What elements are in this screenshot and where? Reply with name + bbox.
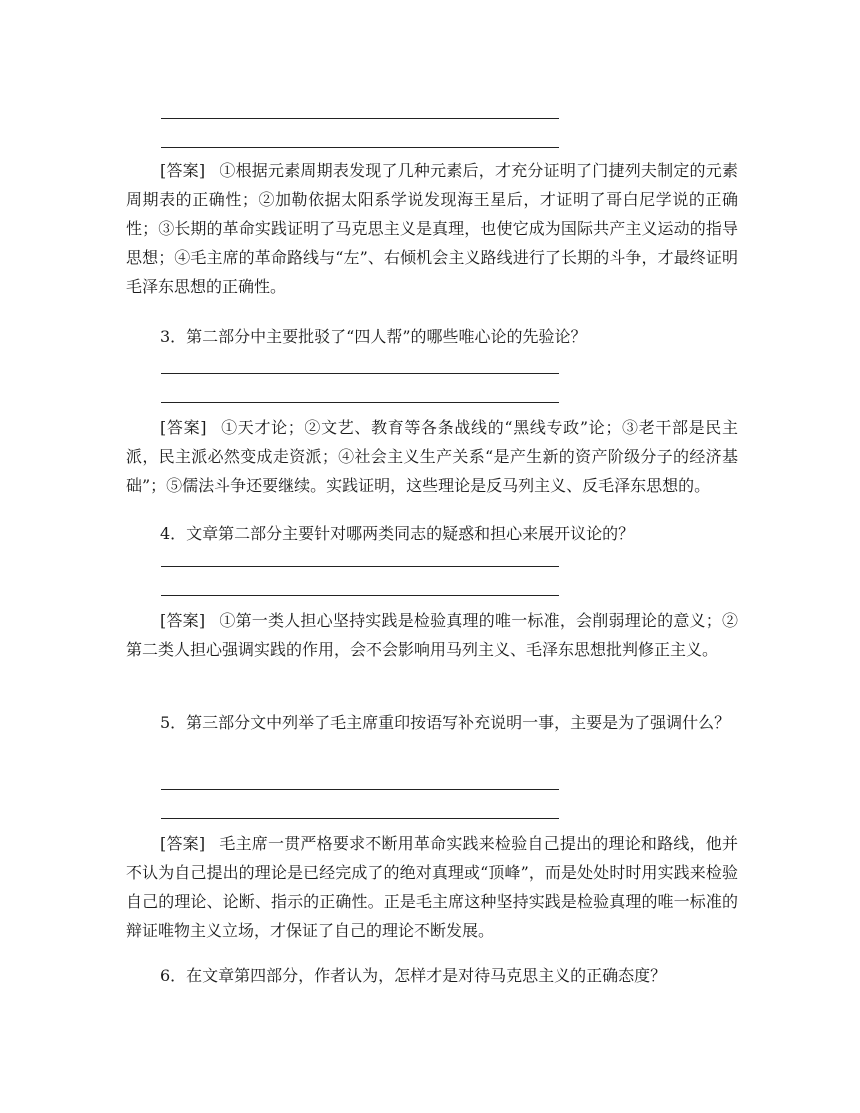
answer-paragraph	[126, 156, 738, 301]
answer-tag: [答案]	[160, 611, 206, 630]
question-text: 5．第三部分文中列举了毛主席重印按语写补充说明一事，主要是为了强调什么？	[160, 713, 731, 732]
answer-blank-line	[161, 402, 559, 403]
question-3	[126, 322, 738, 351]
answer-tag: [答案]	[160, 834, 206, 853]
answer-paragraph	[126, 829, 738, 945]
answer-blank-line	[161, 566, 559, 567]
answer-blank-line	[161, 789, 559, 790]
answer-tag: [答案]	[160, 161, 206, 180]
question-4	[126, 519, 738, 548]
question-5	[126, 708, 738, 737]
answer-tag: [答案]	[160, 418, 207, 437]
answer-text: ①第一类人担心坚持实践是检验真理的唯一标准，会削弱理论的意义；②第二类人担心强调实践的作用，会不会影响用马列主义、毛泽东思想批判修正主义。	[126, 611, 738, 659]
answer-blank-line	[161, 147, 559, 148]
question-6	[126, 961, 738, 990]
answer-blank-line	[161, 373, 559, 374]
question-text: 4．文章第二部分主要针对哪两类同志的疑惑和担心来展开议论的？	[160, 524, 635, 543]
question-text: 3．第二部分中主要批驳了“四人帮”的哪些唯心论的先验论？	[160, 327, 587, 346]
answer-blank-line	[161, 818, 559, 819]
answer-blank-line	[161, 118, 559, 119]
answer-text: ①天才论；②文艺、教育等各条战线的“黑线专政”论；③老干部是民主派，民主派必然变成走资派；④社会主义生产关系“是产生新的资产阶级分子的经济基础”；⑤儒法斗争还要继续。实践证明，这些理论是反马列主义、反毛泽东思想的。	[126, 418, 738, 495]
answer-paragraph	[126, 606, 738, 664]
answer-blank-line	[161, 595, 559, 596]
answer-text: 毛主席一贯严格要求不断用革命实践来检验自己提出的理论和路线，他并不认为自己提出的理论是已经完成了的绝对真理或“顶峰”，而是处处时时用实践来检验自己的理论、论断、指示的正确性。正是毛主席这种坚持实践是检验真理的唯一标准的辩证唯物主义立场，才保证了自己的理论不断发展。	[126, 834, 738, 940]
answer-text: ①根据元素周期表发现了几种元素后，才充分证明了门捷列夫制定的元素周期表的正确性；②加勒依据太阳系学说发现海王星后，才证明了哥白尼学说的正确性；③长期的革命实践证明了马克思主义是真理，也使它成为国际共产主义运动的指导思想；④毛主席的革命路线与“左”、右倾机会主义路线进行了长期的斗争，才最终证明毛泽东思想的正确性。	[126, 161, 738, 296]
answer-paragraph	[126, 413, 738, 500]
question-text: 6．在文章第四部分，作者认为，怎样才是对待马克思主义的正确态度？	[160, 966, 667, 985]
